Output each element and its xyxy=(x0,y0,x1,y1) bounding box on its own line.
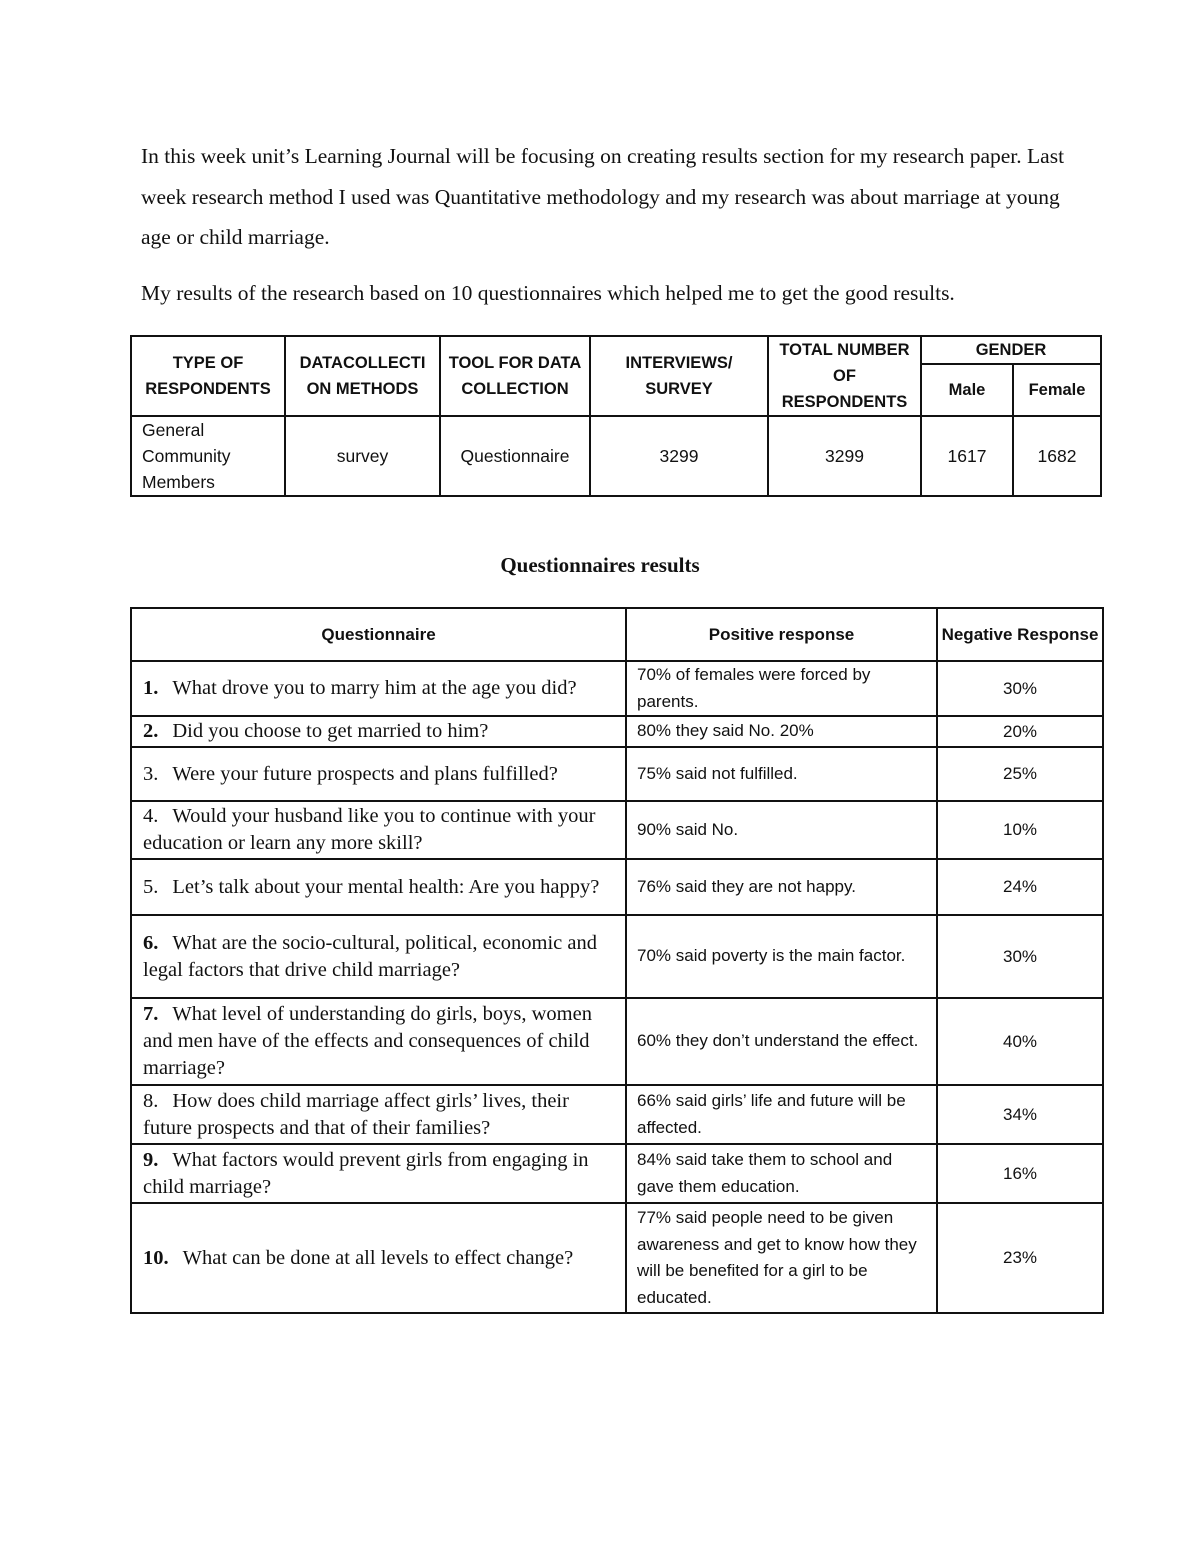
negative-response-cell: 30% xyxy=(937,661,1103,716)
negative-response-cell: 40% xyxy=(937,998,1103,1085)
question-text: What are the socio-cultural, political, economic and legal factors that drive child marriage? xyxy=(143,931,598,981)
negative-response-cell: 10% xyxy=(937,801,1103,859)
question-text: What level of understanding do girls, boys, women and men have of the effects and consequences of child marriage? xyxy=(143,1003,592,1079)
question-number: 2. xyxy=(143,720,159,742)
respondents-table xyxy=(130,335,1102,497)
table-row xyxy=(131,747,1103,801)
question-cell xyxy=(131,915,626,998)
positive-response-cell: 90% said No. xyxy=(626,801,937,859)
positive-response-cell: 70% of females were forced by parents. xyxy=(626,661,937,716)
header-type-of-respondents: TYPE OF RESPONDENTS xyxy=(131,336,285,416)
question-text: Would your husband like you to continue with your education or learn any more skill? xyxy=(143,805,596,854)
cell-respondent-type: General Community Members xyxy=(131,416,285,496)
question-cell xyxy=(131,998,626,1085)
question-number: 7. xyxy=(143,1003,159,1025)
header-female: Female xyxy=(1013,364,1101,416)
question-cell xyxy=(131,716,626,747)
question-text: How does child marriage affect girls’ lives, their future prospects and that of their families? xyxy=(143,1089,569,1139)
header-total-respondents: TOTAL NUMBER OF RESPONDENTS xyxy=(768,336,921,416)
cell-method: survey xyxy=(285,416,440,496)
intro-paragraph: In this week unit’s Learning Journal will be focusing on creating results section for my research paper. Last week research method I used was Quantitative methodology and my research was about marriage at young age or child marriage. xyxy=(141,144,1065,249)
positive-response-cell: 70% said poverty is the main factor. xyxy=(626,915,937,998)
negative-response-cell: 30% xyxy=(937,915,1103,998)
question-cell xyxy=(131,801,626,859)
question-number: 1. xyxy=(143,677,159,699)
negative-response-cell: 25% xyxy=(937,747,1103,801)
table-row xyxy=(131,859,1103,915)
cell-male: 1617 xyxy=(921,416,1013,496)
header-tool-for-data-collection: TOOL FOR DATA COLLECTION xyxy=(440,336,590,416)
header-interviews-survey: INTERVIEWS/ SURVEY xyxy=(590,336,768,416)
question-cell xyxy=(131,859,626,915)
table-row xyxy=(131,801,1103,859)
header-questionnaire: Questionnaire xyxy=(131,608,626,661)
table-row xyxy=(131,915,1103,998)
header-data-collection-methods: DATACOLLECTI ON METHODS xyxy=(285,336,440,416)
positive-response-cell: 84% said take them to school and gave them education. xyxy=(626,1144,937,1203)
question-number: 6. xyxy=(143,931,159,954)
positive-response-cell: 75% said not fulfilled. xyxy=(626,747,937,801)
positive-response-cell: 60% they don’t understand the effect. xyxy=(626,998,937,1085)
table-row xyxy=(131,1085,1103,1144)
question-cell xyxy=(131,1085,626,1144)
header-male: Male xyxy=(921,364,1013,416)
cell-total: 3299 xyxy=(768,416,921,496)
positive-response-cell: 76% said they are not happy. xyxy=(626,859,937,915)
question-number: 5. xyxy=(143,875,159,898)
cell-female: 1682 xyxy=(1013,416,1101,496)
table-row xyxy=(131,661,1103,716)
question-cell xyxy=(131,747,626,801)
question-text: Let’s talk about your mental health: Are you happy? xyxy=(172,875,600,898)
question-text: Were your future prospects and plans fulfilled? xyxy=(172,762,558,785)
results-heading: Questionnaires results xyxy=(500,553,700,577)
question-cell xyxy=(131,1203,626,1313)
table-row xyxy=(131,1144,1103,1203)
cell-interviews: 3299 xyxy=(590,416,768,496)
negative-response-cell: 24% xyxy=(937,859,1103,915)
negative-response-cell: 23% xyxy=(937,1203,1103,1313)
negative-response-cell: 16% xyxy=(937,1144,1103,1203)
question-number: 10. xyxy=(143,1246,169,1269)
question-text: Did you choose to get married to him? xyxy=(172,720,489,742)
cell-tool: Questionnaire xyxy=(440,416,590,496)
intro-summary: My results of the research based on 10 questionnaires which helped me to get the good results. xyxy=(141,281,955,305)
header-gender: GENDER xyxy=(921,336,1101,364)
positive-response-cell: 77% said people need to be given awareness and get to know how they will be benefited for a girl to be educated. xyxy=(626,1203,937,1313)
question-text: What factors would prevent girls from engaging in child marriage? xyxy=(143,1148,589,1198)
header-negative-response: Negative Response xyxy=(937,608,1103,661)
positive-response-cell: 80% they said No. 20% xyxy=(626,716,937,747)
table-row xyxy=(131,716,1103,747)
question-cell xyxy=(131,1144,626,1203)
negative-response-cell: 20% xyxy=(937,716,1103,747)
question-text: What drove you to marry him at the age you did? xyxy=(172,677,577,699)
questionnaire-results-table xyxy=(130,607,1104,1314)
question-text: What can be done at all levels to effect change? xyxy=(182,1246,574,1269)
header-positive-response: Positive response xyxy=(626,608,937,661)
question-number: 8. xyxy=(143,1089,159,1112)
question-number: 9. xyxy=(143,1148,159,1171)
question-number: 4. xyxy=(143,805,159,827)
negative-response-cell: 34% xyxy=(937,1085,1103,1144)
question-number: 3. xyxy=(143,762,159,785)
table-row xyxy=(131,998,1103,1085)
table-row xyxy=(131,1203,1103,1313)
question-cell xyxy=(131,661,626,716)
positive-response-cell: 66% said girls’ life and future will be affected. xyxy=(626,1085,937,1144)
